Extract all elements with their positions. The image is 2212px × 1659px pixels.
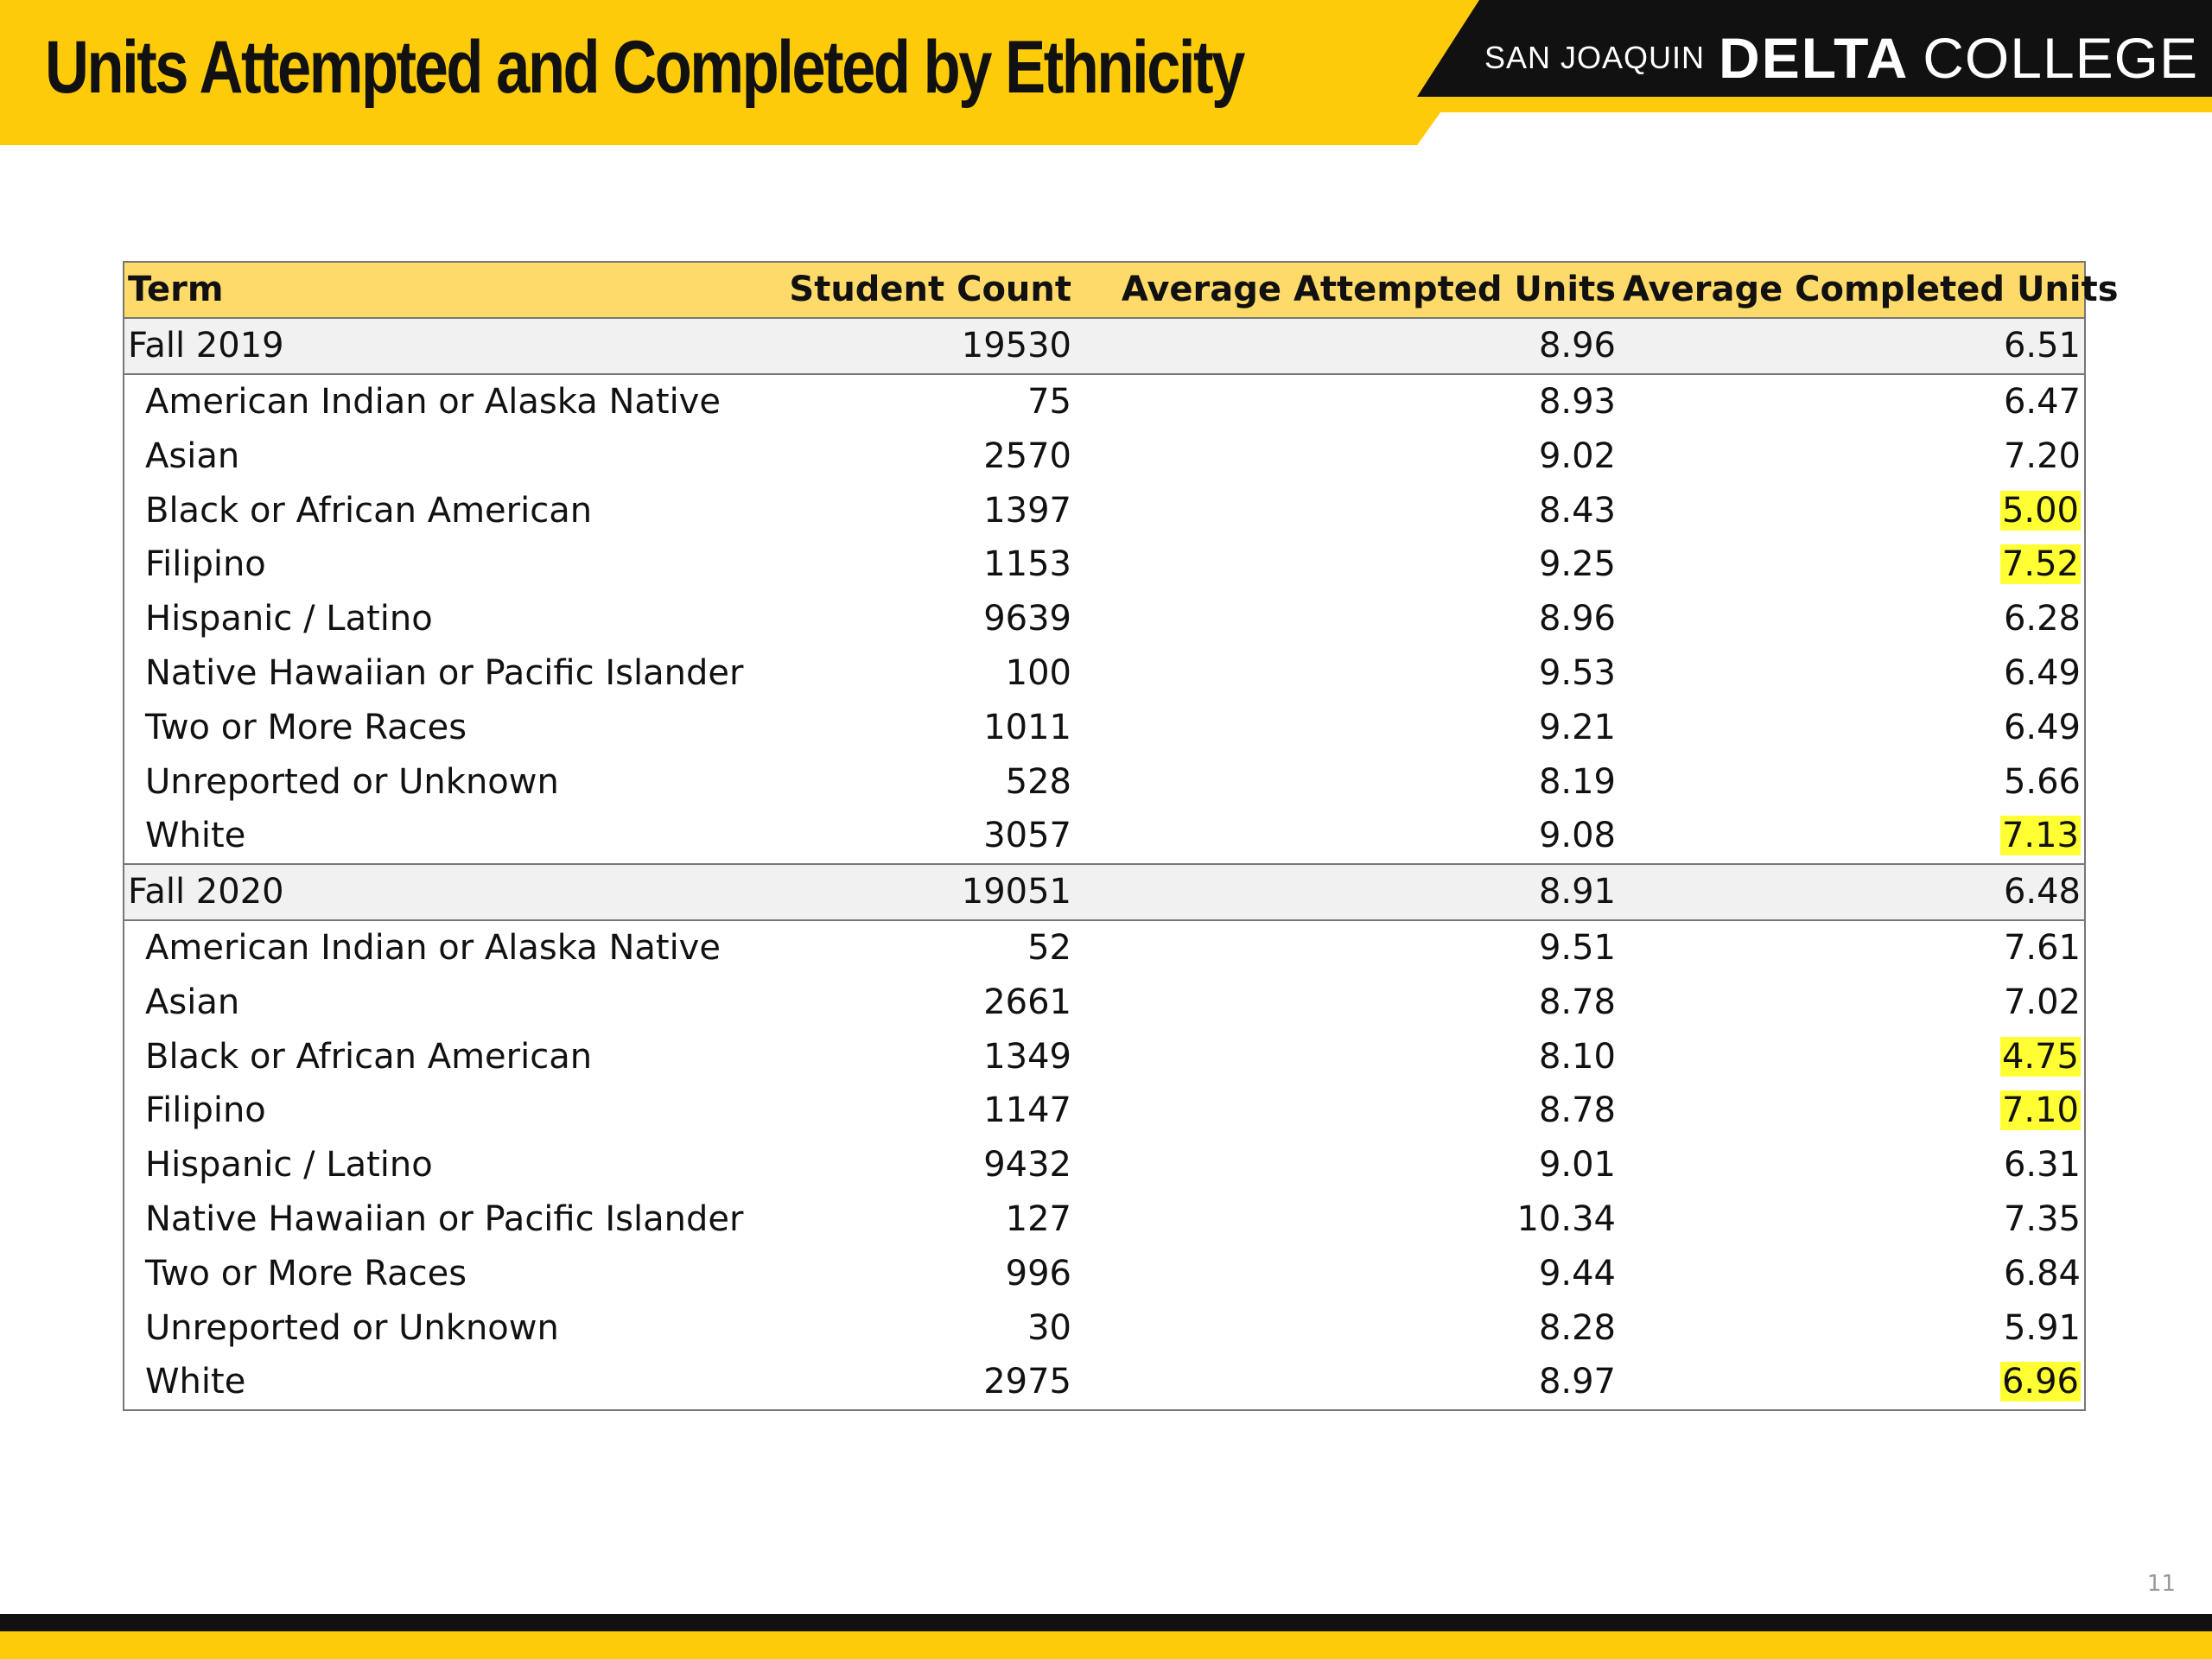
table-row — [124, 975, 2084, 1029]
ethnicity-label: Black or African American — [145, 1036, 593, 1077]
ethnicity-label: Asian — [145, 982, 240, 1022]
table-row — [124, 1138, 2084, 1192]
avg-attempted: 8.28 — [1538, 1307, 1616, 1348]
column-header-student-count: Student Count — [789, 270, 1071, 310]
column-header-avg-completed: Average Completed Units — [1623, 270, 2119, 310]
avg-attempted: 8.97 — [1538, 1362, 1616, 1402]
student-count: 2661 — [983, 982, 1071, 1022]
student-count: 30 — [1027, 1307, 1071, 1348]
avg-completed — [1619, 491, 2084, 531]
table-row — [124, 1029, 2084, 1084]
table-row — [124, 1192, 2084, 1247]
avg-completed-value: 7.02 — [2003, 982, 2081, 1022]
avg-completed — [1619, 928, 2084, 968]
table-row — [124, 1246, 2084, 1300]
avg-completed-value: 6.51 — [2003, 326, 2081, 366]
footer-band-yellow — [0, 1631, 2212, 1659]
avg-attempted: 8.43 — [1538, 490, 1616, 531]
term-label: Fall 2019 — [128, 326, 284, 366]
avg-completed-value: 6.47 — [2003, 381, 2081, 422]
highlighted-value: 4.75 — [2001, 1036, 2079, 1077]
units-table — [123, 261, 2119, 1411]
student-count: 1153 — [983, 544, 1071, 585]
avg-completed-value: 7.20 — [2003, 435, 2081, 476]
header-accent-strip — [1400, 97, 2212, 112]
avg-attempted: 9.01 — [1538, 1145, 1616, 1185]
table-row — [124, 1084, 2084, 1138]
student-count: 1397 — [983, 490, 1071, 531]
avg-attempted: 9.08 — [1538, 816, 1616, 856]
table-row — [124, 700, 2084, 754]
avg-attempted: 8.91 — [1538, 872, 1616, 912]
avg-attempted: 9.53 — [1538, 652, 1616, 693]
avg-completed-value: 6.31 — [2003, 1145, 2081, 1185]
ethnicity-label: Filipino — [145, 544, 266, 585]
student-count: 1349 — [983, 1036, 1071, 1077]
avg-attempted: 8.96 — [1538, 326, 1616, 366]
avg-attempted: 8.78 — [1538, 982, 1616, 1022]
student-count: 9639 — [983, 599, 1071, 639]
avg-completed — [1619, 1254, 2084, 1294]
highlighted-value: 5.00 — [2001, 490, 2079, 531]
highlighted-value: 7.10 — [2001, 1090, 2079, 1131]
student-count: 19530 — [961, 326, 1071, 366]
ethnicity-label: Two or More Races — [145, 707, 467, 747]
table-header-row — [124, 263, 2119, 319]
avg-completed-value: 7.61 — [2003, 927, 2081, 968]
avg-completed-value: 6.49 — [2003, 652, 2081, 693]
avg-completed — [1619, 762, 2084, 802]
avg-completed — [1619, 326, 2084, 365]
avg-completed — [1619, 708, 2084, 747]
ethnicity-label: Native Hawaiian or Pacific Islander — [145, 1198, 744, 1239]
avg-completed — [1619, 1145, 2084, 1185]
table-row — [124, 375, 2084, 429]
table-row — [124, 592, 2084, 646]
avg-completed-value: 5.66 — [2003, 761, 2081, 802]
table-row — [124, 646, 2084, 701]
avg-attempted: 8.19 — [1538, 761, 1616, 802]
page-number: 11 — [2146, 1571, 2176, 1597]
avg-completed — [1619, 982, 2084, 1022]
ethnicity-label: Filipino — [145, 1090, 266, 1131]
ethnicity-label: American Indian or Alaska Native — [145, 927, 721, 968]
avg-attempted: 9.44 — [1538, 1253, 1616, 1294]
avg-attempted: 9.25 — [1538, 544, 1616, 585]
highlighted-value: 7.13 — [2001, 816, 2079, 856]
table-row — [124, 483, 2084, 537]
avg-completed — [1619, 1308, 2084, 1348]
logo-bold: DELTA — [1719, 26, 1910, 90]
student-count: 1147 — [983, 1090, 1071, 1131]
ethnicity-label: Native Hawaiian or Pacific Islander — [145, 652, 744, 693]
student-count: 1011 — [983, 707, 1071, 747]
table-row — [124, 1355, 2084, 1409]
avg-attempted: 9.51 — [1538, 927, 1616, 968]
avg-completed-value: 5.91 — [2003, 1307, 2081, 1348]
logo-suffix: COLLEGE — [1923, 26, 2199, 90]
term-row-fall-2020 — [124, 863, 2084, 921]
avg-completed — [1619, 544, 2084, 584]
avg-attempted: 8.10 — [1538, 1036, 1616, 1077]
student-count: 528 — [1005, 761, 1071, 802]
avg-attempted: 8.93 — [1538, 381, 1616, 422]
student-count: 19051 — [961, 872, 1071, 912]
table-row — [124, 1300, 2084, 1355]
table-row — [124, 921, 2084, 976]
ethnicity-label: White — [145, 816, 246, 856]
avg-completed-value: 7.35 — [2003, 1198, 2081, 1239]
student-count: 52 — [1027, 927, 1071, 968]
ethnicity-label: White — [145, 1362, 246, 1402]
avg-attempted: 8.96 — [1538, 599, 1616, 639]
avg-completed — [1619, 1037, 2084, 1077]
student-count: 9432 — [983, 1145, 1071, 1185]
avg-completed — [1619, 1199, 2084, 1239]
avg-completed — [1619, 816, 2084, 855]
ethnicity-label: American Indian or Alaska Native — [145, 381, 721, 422]
table-row — [124, 754, 2084, 809]
highlighted-value: 7.52 — [2001, 544, 2079, 585]
avg-completed-value: 6.48 — [2003, 872, 2081, 912]
college-logo — [1484, 19, 2198, 97]
avg-completed-value: 6.84 — [2003, 1253, 2081, 1294]
table-row — [124, 537, 2084, 592]
avg-completed — [1619, 1090, 2084, 1130]
student-count: 996 — [1005, 1253, 1071, 1294]
ethnicity-label: Unreported or Unknown — [145, 761, 559, 802]
avg-completed — [1619, 436, 2084, 476]
logo-prefix: SAN JOAQUIN — [1484, 40, 1706, 75]
term-row-fall-2019 — [124, 319, 2084, 375]
avg-completed-value: 6.49 — [2003, 707, 2081, 747]
student-count: 75 — [1027, 381, 1071, 422]
avg-attempted: 10.34 — [1516, 1198, 1616, 1239]
avg-completed — [1619, 872, 2084, 912]
footer-band-black — [0, 1614, 2212, 1631]
ethnicity-label: Hispanic / Latino — [145, 1145, 433, 1185]
avg-attempted: 8.78 — [1538, 1090, 1616, 1131]
page-title: Units Attempted and Completed by Ethnicity — [45, 26, 1243, 109]
ethnicity-label: Black or African American — [145, 490, 593, 531]
ethnicity-label: Asian — [145, 435, 240, 476]
student-count: 100 — [1005, 652, 1071, 693]
ethnicity-label: Hispanic / Latino — [145, 599, 433, 639]
student-count: 2570 — [983, 435, 1071, 476]
term-label: Fall 2020 — [128, 872, 284, 912]
highlighted-value: 6.96 — [2001, 1362, 2079, 1402]
avg-completed — [1619, 382, 2084, 422]
ethnicity-label: Unreported or Unknown — [145, 1307, 559, 1348]
avg-completed — [1619, 653, 2084, 693]
student-count: 2975 — [983, 1362, 1071, 1402]
column-header-term: Term — [128, 270, 224, 310]
table-row — [124, 809, 2084, 863]
student-count: 3057 — [983, 816, 1071, 856]
avg-completed-value: 6.28 — [2003, 599, 2081, 639]
avg-completed — [1619, 1362, 2084, 1402]
ethnicity-label: Two or More Races — [145, 1253, 467, 1294]
avg-attempted: 9.02 — [1538, 435, 1616, 476]
avg-completed — [1619, 599, 2084, 639]
avg-attempted: 9.21 — [1538, 707, 1616, 747]
column-header-avg-attempted: Average Attempted Units — [1121, 270, 1616, 310]
student-count: 127 — [1005, 1198, 1071, 1239]
table-row — [124, 429, 2084, 483]
